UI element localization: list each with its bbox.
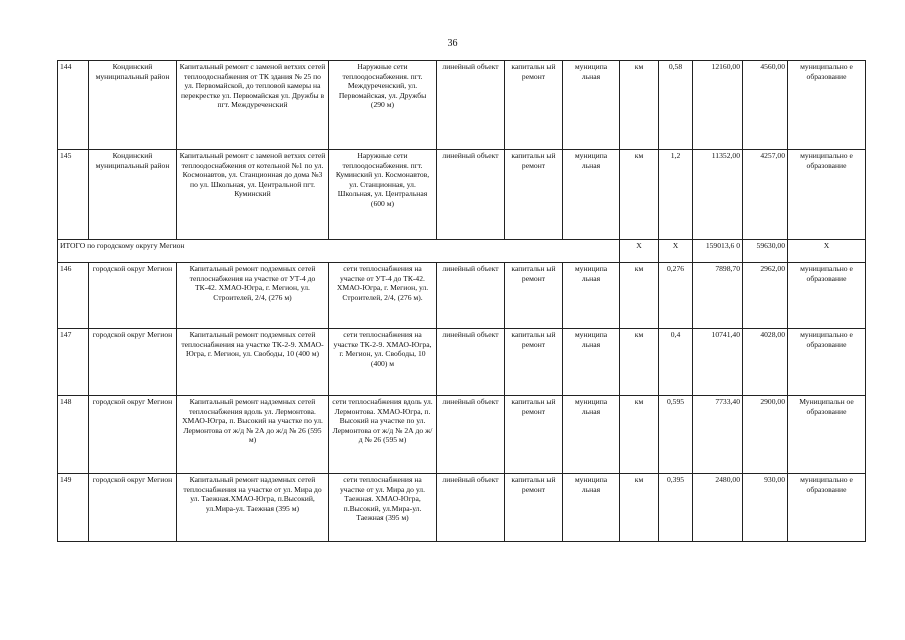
row-number: 145 [58,150,89,240]
object-type-cell: линейный объект [437,396,505,474]
object-description-cell: сети теплоснабжения на участке от УТ-4 до ТК-42. ХМАО-Югра, г. Мегион, ул. Строителей, 2/4, (276 м). [329,263,437,329]
table-row [58,329,866,396]
cost-part-cell: 2962,00 [743,263,788,329]
row-number: 146 [58,263,89,329]
total-unit-cell: X [620,240,659,263]
ownership-cell: муниципа льная [563,150,620,240]
quantity-cell: 0,58 [659,61,693,150]
unit-cell: км [620,263,659,329]
ownership-cell: муниципа льная [563,474,620,542]
ownership-cell: муниципа льная [563,61,620,150]
unit-cell: км [620,61,659,150]
unit-cell: км [620,474,659,542]
program-table [57,60,866,542]
unit-cell: км [620,396,659,474]
cost-part-cell: 4257,00 [743,150,788,240]
work-type-cell: капитальн ый ремонт [505,150,563,240]
customer-cell: Муниципальн ое образование [788,396,866,474]
work-description-cell: Капитальный ремонт надземных сетей теплоснабжения на участке от ул. Мира до ул. Таежная.ХМАО-Югра, п.Высокий, ул.Мира-ул. Таежная (395 м) [177,474,329,542]
object-type-cell: линейный объект [437,474,505,542]
total-cost-cell: 159013,6 0 [693,240,743,263]
work-description-cell: Капитальный ремонт подземных сетей теплоснабжения на участке ТК-2-9. ХМАО-Югра, г. Мегион, ул. Свободы, 10 (400 м) [177,329,329,396]
page-number: 36 [447,38,458,49]
quantity-cell: 0,595 [659,396,693,474]
unit-cell: км [620,150,659,240]
cost-total-cell: 12160,00 [693,61,743,150]
ownership-cell: муниципа льная [563,329,620,396]
object-description-cell: сети теплоснабжения вдоль ул. Лермонтова. ХМАО-Югра, п. Высокий на участке по ул. Лермонтова от ж/д № 2А до ж/д № 26 (595 м) [329,396,437,474]
total-label: ИТОГО по городскому округу Мегион [58,240,620,263]
municipality-cell: Кондинский муниципальный район [89,61,177,150]
quantity-cell: 0,395 [659,474,693,542]
customer-cell: муниципально е образование [788,329,866,396]
cost-part-cell: 930,00 [743,474,788,542]
municipality-cell: городской округ Мегион [89,474,177,542]
total-cost-part-cell: 59630,00 [743,240,788,263]
ownership-cell: муниципа льная [563,396,620,474]
customer-cell: муниципально е образование [788,150,866,240]
cost-total-cell: 7898,70 [693,263,743,329]
work-description-cell: Капитальный ремонт надземных сетей теплоснабжения вдоль ул. Лермонтова. ХМАО-Югра, п. Высокий на участке по ул. Лермонтова от ж/д № 2А до ж/д № 26 (595 м) [177,396,329,474]
object-description-cell: сети теплоснабжения на участке от ул. Мира до ул. Таежная. ХМАО-Югра, п.Высокий, ул.Мира-ул. Таежная (395 м) [329,474,437,542]
municipality-cell: городской округ Мегион [89,329,177,396]
work-description-cell: Капитальный ремонт с заменой ветхих сетей теплоодоснабжения от ТК здания № 25 по ул. Первомайской, до тепловой камеры на перекрестке ул. Первомайская ул. Дружбы в пгт. Междуреченский [177,61,329,150]
work-type-cell: капитальн ый ремонт [505,474,563,542]
quantity-cell: 0,276 [659,263,693,329]
municipality-cell: Кондинский муниципальный район [89,150,177,240]
object-description-cell: Наружные сети теплоодоснабжения. пгт. Куминский ул. Космонавтов, ул. Станционная, ул. Школьная, ул. Центральная (600 м) [329,150,437,240]
cost-total-cell: 7733,40 [693,396,743,474]
cost-total-cell: 10741,40 [693,329,743,396]
work-description-cell: Капитальный ремонт подземных сетей теплоснабжения на участке от УТ-4 до ТК-42. ХМАО-Югра, г. Мегион, ул. Строителей, 2/4, (276 м) [177,263,329,329]
work-type-cell: капитальн ый ремонт [505,61,563,150]
total-quantity-cell: X [659,240,693,263]
total-row [58,240,866,263]
work-type-cell: капитальн ый ремонт [505,329,563,396]
unit-cell: км [620,329,659,396]
cost-part-cell: 4560,00 [743,61,788,150]
work-type-cell: капитальн ый ремонт [505,263,563,329]
table-row [58,61,866,150]
table-row [58,150,866,240]
table-row [58,396,866,474]
object-type-cell: линейный объект [437,263,505,329]
row-number: 147 [58,329,89,396]
quantity-cell: 1,2 [659,150,693,240]
customer-cell: муниципально е образование [788,474,866,542]
row-number: 148 [58,396,89,474]
table-row [58,474,866,542]
ownership-cell: муниципа льная [563,263,620,329]
cost-total-cell: 11352,00 [693,150,743,240]
object-description-cell: сети теплоснабжения на участке ТК-2-9. ХМАО-Югра, г. Мегион, ул. Свободы, 10 (400) м [329,329,437,396]
object-type-cell: линейный объект [437,329,505,396]
work-type-cell: капитальн ый ремонт [505,396,563,474]
municipality-cell: городской округ Мегион [89,396,177,474]
row-number: 144 [58,61,89,150]
object-type-cell: линейный объект [437,61,505,150]
object-description-cell: Наружные сети теплоодоснабжения. пгт. Междуреченский, ул. Первомайская, ул. Дружбы (290 м) [329,61,437,150]
quantity-cell: 0,4 [659,329,693,396]
total-customer-cell: X [788,240,866,263]
municipality-cell: городской округ Мегион [89,263,177,329]
table-row [58,263,866,329]
object-type-cell: линейный объект [437,150,505,240]
row-number: 149 [58,474,89,542]
cost-part-cell: 2900,00 [743,396,788,474]
cost-total-cell: 2480,00 [693,474,743,542]
work-description-cell: Капитальный ремонт с заменой ветхих сетей теплоодоснабжения от котельной №1 по ул. Космонавтов, ул. Станционная до дома №3 по ул. Школьная, ул. Центральной пгт. Куминский [177,150,329,240]
cost-part-cell: 4028,00 [743,329,788,396]
customer-cell: муниципально е образование [788,61,866,150]
customer-cell: муниципально е образование [788,263,866,329]
